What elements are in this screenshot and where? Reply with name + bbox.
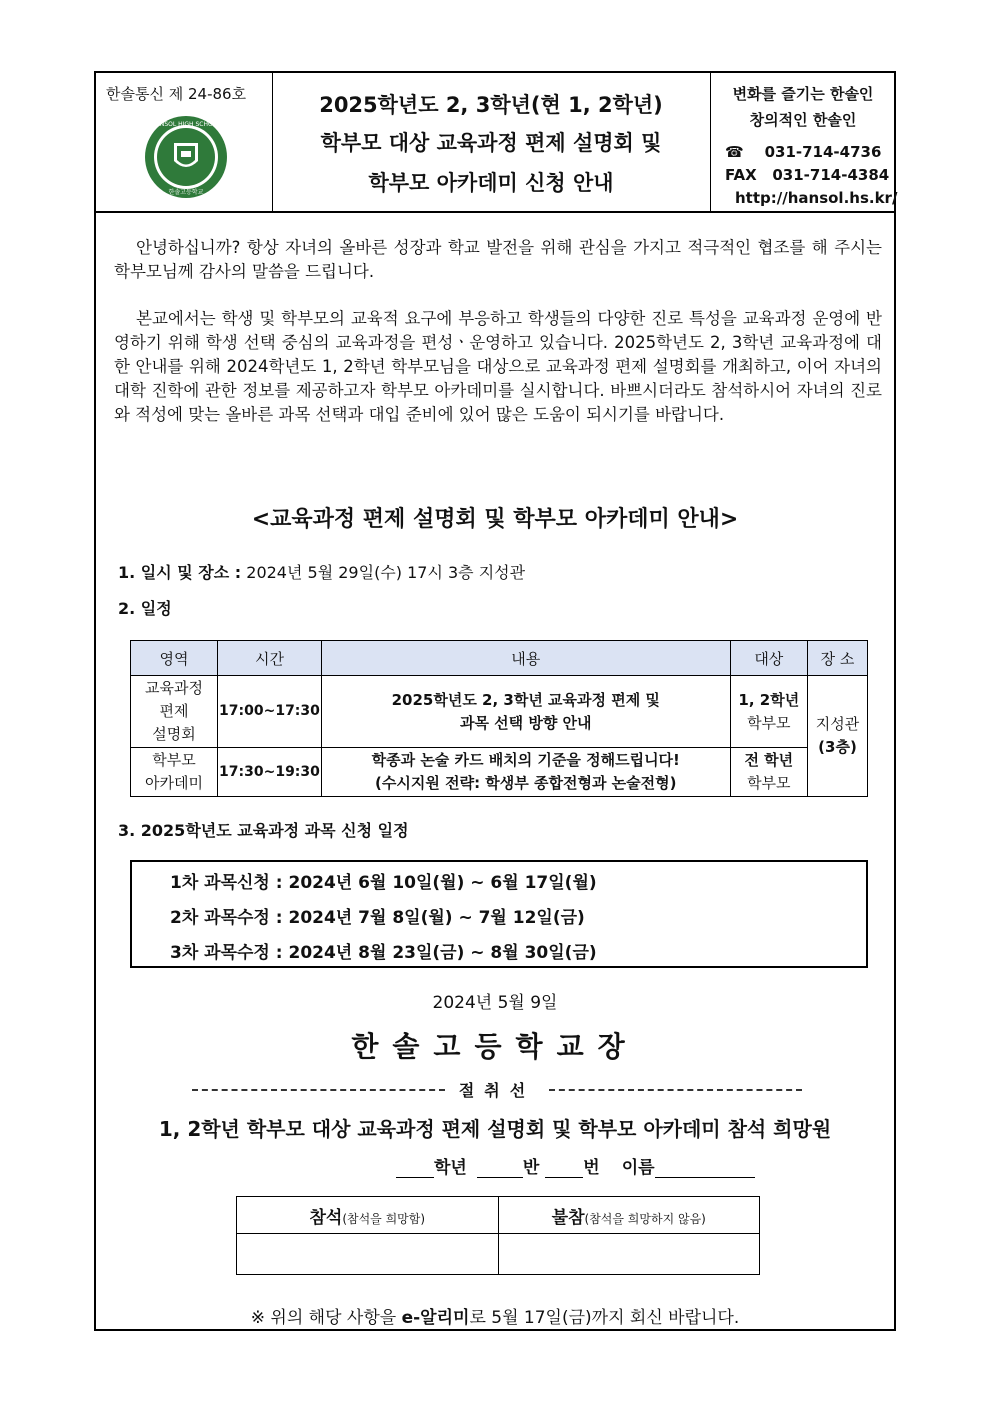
reply-note: [96, 1303, 894, 1328]
item-1-label: 1. 일시 및 장소 :: [118, 563, 242, 582]
cut-line-text: 절취선: [458, 1081, 536, 1100]
fax-label: FAX: [725, 166, 757, 184]
area-line: 학부모: [152, 751, 196, 769]
cell-content: [321, 748, 730, 797]
absent-header: [498, 1197, 760, 1234]
application-schedule-box: [130, 860, 868, 968]
cell-place: [807, 676, 867, 797]
item-1-value: 2024년 5월 29일(수) 17시 3층 지성관: [246, 563, 526, 582]
attend-check-cell[interactable]: [237, 1234, 499, 1275]
col-header-time: 시간: [218, 641, 322, 676]
target-line: 학부모: [747, 713, 791, 732]
reply-form-title: 1, 2학년 학부모 대상 교육과정 편제 설명회 및 학부모 아카데미 참석 희망원: [158, 1117, 832, 1141]
schedule-table: [130, 640, 868, 797]
content-line: 학종과 논술 카드 배치의 기준을 정해드립니다!: [371, 751, 680, 769]
col-header-content: 내용: [321, 641, 730, 676]
issue-date: 2024년 5월 9일: [432, 993, 558, 1013]
note-e-alimi: e-알리미: [401, 1308, 470, 1328]
attend-sub-label: (참석을 희망함): [342, 1211, 426, 1226]
table-row: [131, 748, 868, 797]
letterhead: [96, 73, 898, 213]
content-line: 과목 선택 방향 안내: [459, 713, 592, 732]
attend-header: [237, 1197, 499, 1234]
content-line: (수시지원 전략: 학생부 종합전형과 논술전형): [375, 774, 677, 792]
intro-text-2: 본교에서는 학생 및 학부모의 교육적 요구에 부응하고 학생들의 다양한 진로 특성을 교육과정 운영에 반영하기 위해 학생 선택 중심의 교육과정을 편성ㆍ운영하고 있습니다. 2025학년도 2, 3학년 교육과정에 대한 안내를 위해 2024학년도 1, 2학년 학부모님을 대상으로 교육과정 편제 설명회를 개최하고, 이어 자녀의 대학 진학에 관한 정보를 제공하고자 학부모 아카데미를 실시합니다. 바쁘시더라도 참석하시어 자녀의 진로와 적성에 맞는 올바른 과목 선택과 대입 준비에 있어 많은 도움이 되시기를 바랍니다.: [114, 309, 882, 424]
attendance-check-row: [237, 1234, 760, 1275]
class-label: 반: [522, 1158, 540, 1178]
target-line: 1, 2학년: [738, 690, 800, 709]
student-info-line: [396, 1153, 755, 1178]
item-schedule-label: [118, 596, 172, 619]
item-course-application: [118, 818, 409, 841]
title-line-2: 학부모 대상 교육과정 편제 설명회 및: [320, 131, 662, 155]
area-line: 설명회: [152, 725, 196, 743]
phone-line: [725, 143, 881, 161]
target-line: 학부모: [747, 774, 791, 792]
principal-signature: 한솔고등학교장: [351, 1030, 639, 1063]
school-url[interactable]: http://hansol.hs.kr/: [735, 189, 898, 207]
fax-number: 031-714-4384: [772, 166, 890, 184]
note-prefix: ※ 위의 해당 사항을: [250, 1308, 402, 1328]
attend-label: 참석: [309, 1207, 343, 1228]
item-2-label: 2. 일정: [118, 599, 172, 618]
school-motto-2: 창의적인 한솔인: [749, 111, 857, 129]
phone-icon: ☎: [725, 143, 744, 161]
absent-label: 불참: [551, 1207, 585, 1228]
table-row: [131, 676, 868, 748]
issue-number: 한솔통신 제 24-86호: [106, 85, 247, 103]
seal-text-top: HANSOL HIGH SCHOOL: [151, 121, 221, 128]
cell-time: 17:30~19:30: [218, 748, 322, 797]
note-suffix: 로 5월 17일(금)까지 회신 바랍니다.: [469, 1308, 740, 1328]
absent-check-cell[interactable]: [498, 1234, 760, 1275]
letterhead-left: [96, 73, 273, 211]
cell-area: [131, 676, 218, 748]
intro-paragraph-1: [114, 236, 882, 284]
intro-text-1: 안녕하십니까? 항상 자녀의 올바른 성장과 학교 발전을 위해 관심을 가지고 적극적인 협조를 해 주시는 학부모님께 감사의 말씀을 드립니다.: [114, 238, 882, 281]
item-datetime-place: [118, 560, 525, 583]
attendance-table: [236, 1196, 760, 1275]
cut-dash-right: [549, 1089, 802, 1091]
application-round-2: 2차 과목수정 : 2024년 7월 8일(월) ~ 7월 12일(금): [170, 908, 585, 928]
number-label: 번: [583, 1158, 600, 1178]
area-line: 교육과정: [145, 679, 203, 697]
cell-target: [730, 676, 807, 748]
letterhead-right: [710, 73, 898, 211]
notice-frame: [94, 71, 896, 1331]
area-line: 아카데미: [145, 774, 203, 792]
cell-target: [730, 748, 807, 797]
application-round-3: 3차 과목수정 : 2024년 8월 23일(금) ~ 8월 30일(금): [170, 943, 597, 963]
name-label: 이름: [621, 1158, 655, 1178]
attendance-header-row: [237, 1197, 760, 1234]
application-round-1: 1차 과목신청 : 2024년 6월 10일(월) ~ 6월 17일(월): [170, 873, 597, 893]
content-line: 2025학년도 2, 3학년 교육과정 편제 및: [391, 690, 660, 709]
number-blank[interactable]: [545, 1157, 583, 1178]
phone-number: 031-714-4736: [764, 143, 882, 161]
title-line-3: 학부모 아카데미 신청 안내: [368, 171, 614, 195]
class-blank[interactable]: [477, 1157, 523, 1178]
cell-area: [131, 748, 218, 797]
item-3-label: 3. 2025학년도 교육과정 과목 신청 일정: [118, 821, 409, 840]
school-motto-1: 변화를 즐기는 한솔인: [732, 85, 874, 103]
col-header-target: 대상: [730, 641, 807, 676]
title-line-1: 2025학년도 2, 3학년(현 1, 2학년): [319, 93, 663, 117]
area-line: 편제: [159, 702, 189, 720]
school-seal-icon: [144, 115, 228, 199]
grade-blank[interactable]: [396, 1157, 434, 1178]
schedule-header-row: [131, 641, 868, 676]
col-header-place: 장 소: [807, 641, 867, 676]
name-blank[interactable]: [655, 1157, 755, 1178]
section-title: <교육과정 편제 설명회 및 학부모 아카데미 안내>: [251, 507, 739, 532]
cell-time: 17:00~17:30: [218, 676, 322, 748]
target-line: 전 학년: [744, 751, 794, 769]
fax-line: [725, 166, 889, 184]
place-line: (3층): [818, 738, 857, 756]
cut-line: [192, 1078, 802, 1101]
absent-sub-label: (참석을 희망하지 않음): [584, 1211, 706, 1226]
cut-dash-left: [192, 1089, 445, 1091]
seal-text-bottom: 한솔고등학교: [168, 189, 204, 196]
col-header-area: 영역: [131, 641, 218, 676]
intro-paragraph-2: [114, 307, 882, 427]
grade-label: 학년: [434, 1158, 467, 1178]
place-line: 지성관: [815, 715, 860, 733]
cell-content: [321, 676, 730, 748]
